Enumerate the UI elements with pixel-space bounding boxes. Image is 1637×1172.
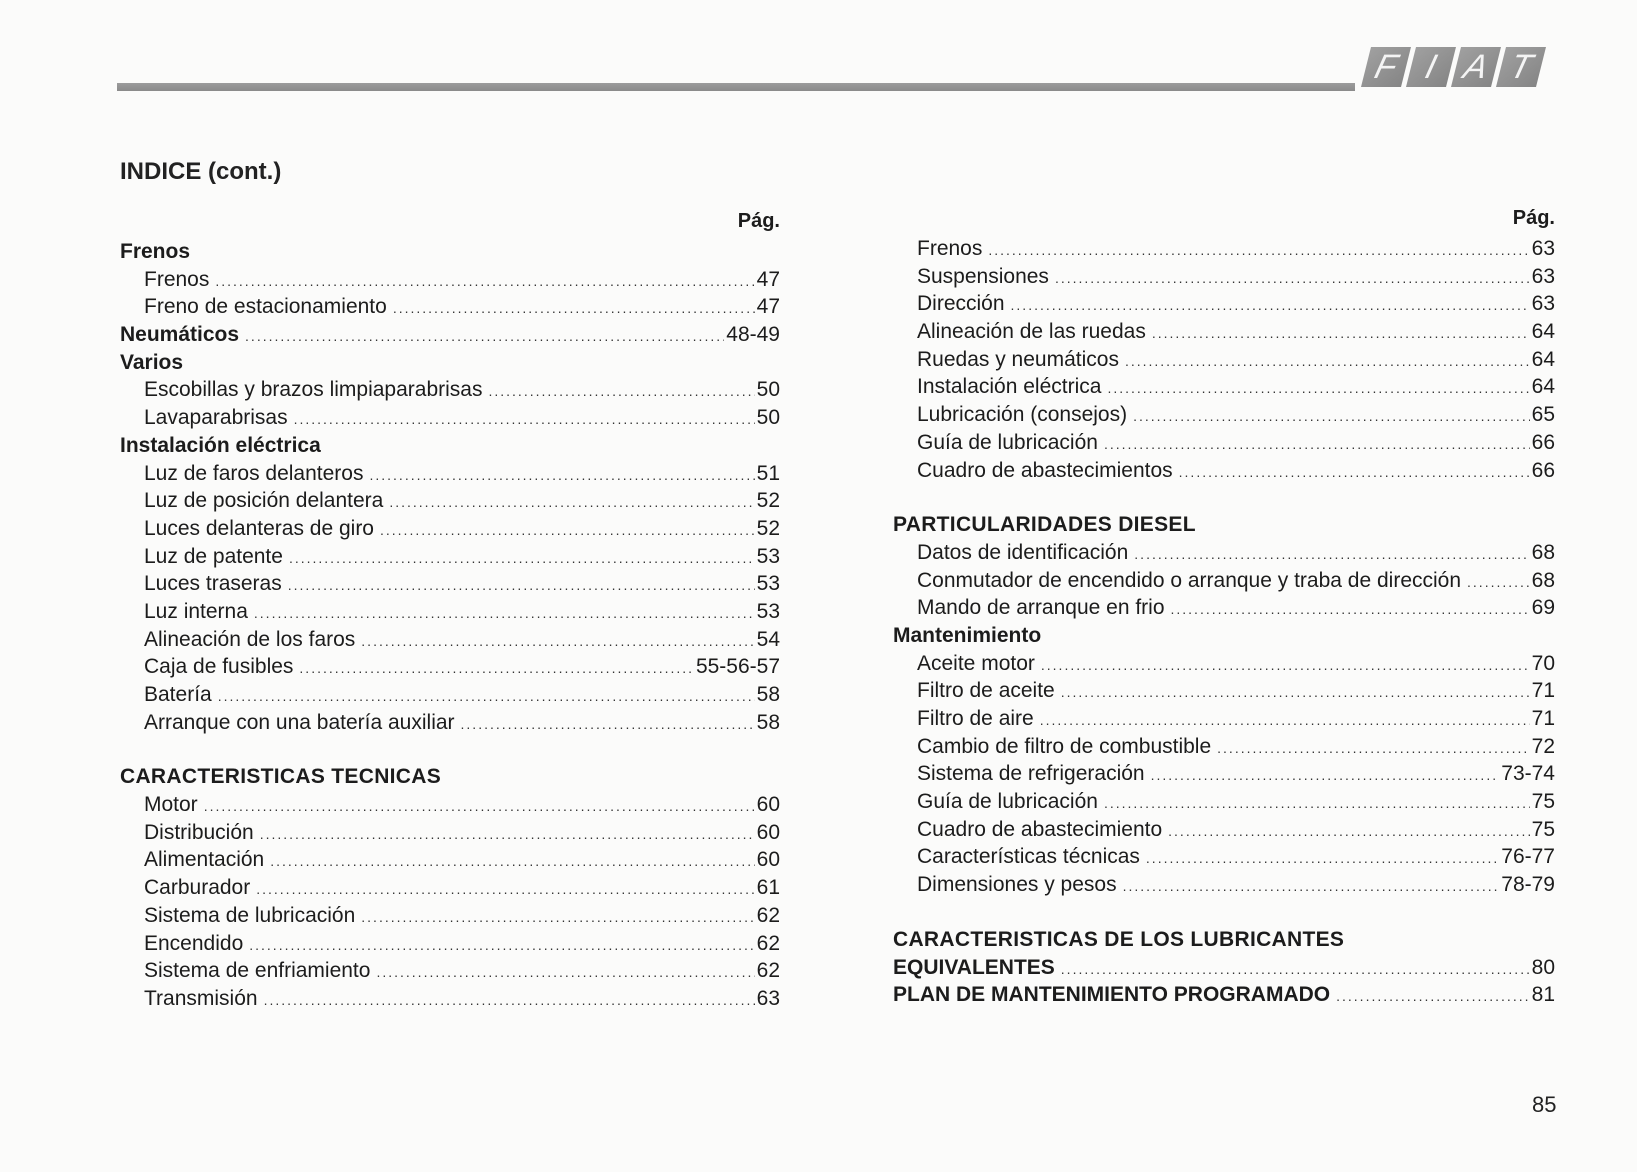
page-title: INDICE (cont.) [120,158,282,185]
logo-letter: T [1496,47,1546,87]
logo-letter: A [1451,47,1501,87]
section-heading-diesel: PARTICULARIDADES DIESEL [893,513,1196,537]
toc-entry[interactable]: Frenos ..... 63 [893,235,1555,263]
toc-entry[interactable]: Arranque con una batería auxiliar ..... 58 [120,709,780,737]
spacer [120,736,780,763]
toc-entry[interactable]: Guía de lubricación ..... 75 [893,788,1555,816]
page-number: 85 [1532,1092,1557,1117]
toc-entry[interactable]: Lubricación (consejos) ..... 65 [893,401,1555,429]
toc-entry[interactable]: Escobillas y brazos limpiaparabrisas ..... 50 [120,376,780,404]
pag-label: Pág. [1512,207,1555,229]
fiat-logo [1361,47,1546,87]
section-heading-caracteristicas: CARACTERISTICAS TECNICAS [120,765,442,789]
toc-entry[interactable]: Cuadro de abastecimientos ..... 66 [893,457,1555,485]
toc-entry[interactable]: Motor ..... 60 [120,791,780,819]
toc-entry[interactable]: Freno de estacionamiento ..... 47 [120,293,780,321]
toc-entry[interactable]: Luz de posición delantera ..... 52 [120,487,780,515]
toc-entry[interactable]: Lavaparabrisas ..... 50 [120,404,780,432]
spacer [893,899,1555,926]
toc-entry[interactable]: Batería ..... 58 [120,681,780,709]
toc-entry-plan-mantenimiento[interactable]: PLAN DE MANTENIMIENTO PROGRAMADO ..... 81 [893,981,1555,1009]
toc-entry[interactable]: Sistema de refrigeración ..... 73-74 [893,760,1555,788]
toc-entry[interactable]: Dirección ..... 63 [893,290,1555,318]
toc-entry[interactable]: Cambio de filtro de combustible ..... 72 [893,733,1555,761]
pag-label: Pág. [737,210,780,232]
toc-entry[interactable]: Instalación eléctrica ..... 64 [893,373,1555,401]
toc-entry[interactable]: Alineación de los faros ..... 54 [120,626,780,654]
toc-entry[interactable]: Aceite motor ..... 70 [893,650,1555,678]
toc-entry[interactable]: Conmutador de encendido o arranque y traba de dirección ..... 68 [893,567,1555,595]
toc-entry[interactable]: Mando de arranque en frio ..... 69 [893,594,1555,622]
toc-entry[interactable]: Sistema de enfriamiento ..... 62 [120,957,780,985]
toc-entry[interactable]: Características técnicas ..... 76-77 [893,843,1555,871]
header-rule [117,83,1355,91]
section-heading-varios: Varios [120,350,184,374]
toc-entry[interactable]: Encendido ..... 62 [120,930,780,958]
toc-entry[interactable]: Cuadro de abastecimiento ..... 75 [893,816,1555,844]
logo-letter: I [1406,47,1456,87]
toc-entry[interactable]: Frenos ..... 47 [120,266,780,294]
section-heading-mantenimiento: Mantenimiento [893,623,1042,647]
section-heading-frenos: Frenos [120,240,191,263]
index-left-column [120,208,780,1013]
toc-entry[interactable]: Ruedas y neumáticos ..... 64 [893,346,1555,374]
spacer [893,484,1555,511]
toc-entry-equivalentes[interactable]: EQUIVALENTES ..... 80 [893,954,1555,982]
toc-entry[interactable]: Caja de fusibles ..... 55-56-57 [120,653,780,681]
toc-entry[interactable]: Filtro de aceite ..... 71 [893,677,1555,705]
toc-entry[interactable]: Transmisión ..... 63 [120,985,780,1013]
toc-entry[interactable]: Sistema de lubricación ..... 62 [120,902,780,930]
toc-entry[interactable]: Filtro de aire ..... 71 [893,705,1555,733]
toc-entry[interactable]: Luz de patente ..... 53 [120,543,780,571]
toc-entry[interactable]: Luz interna ..... 53 [120,598,780,626]
toc-entry[interactable]: Suspensiones ..... 63 [893,263,1555,291]
toc-entry[interactable]: Distribución ..... 60 [120,819,780,847]
toc-entry[interactable]: Alimentación ..... 60 [120,846,780,874]
toc-entry[interactable]: Dimensiones y pesos ..... 78-79 [893,871,1555,899]
toc-entry[interactable]: Guía de lubricación ..... 66 [893,429,1555,457]
toc-entry[interactable]: Alineación de las ruedas ..... 64 [893,318,1555,346]
index-right-column [893,205,1555,1009]
toc-entry[interactable]: Carburador ..... 61 [120,874,780,902]
section-heading-lubricantes: CARACTERISTICAS DE LOS LUBRICANTES [893,927,1345,951]
section-heading-instalacion: Instalación eléctrica [120,433,321,457]
toc-entry[interactable]: Datos de identificación ..... 68 [893,539,1555,567]
toc-entry[interactable]: Luces traseras ..... 53 [120,570,780,598]
toc-entry-neumaticos[interactable]: Neumáticos ..... 48-49 [120,321,780,349]
toc-entry[interactable]: Luz de faros delanteros ..... 51 [120,460,780,488]
logo-letter: F [1361,47,1411,87]
toc-entry[interactable]: Luces delanteras de giro ..... 52 [120,515,780,543]
